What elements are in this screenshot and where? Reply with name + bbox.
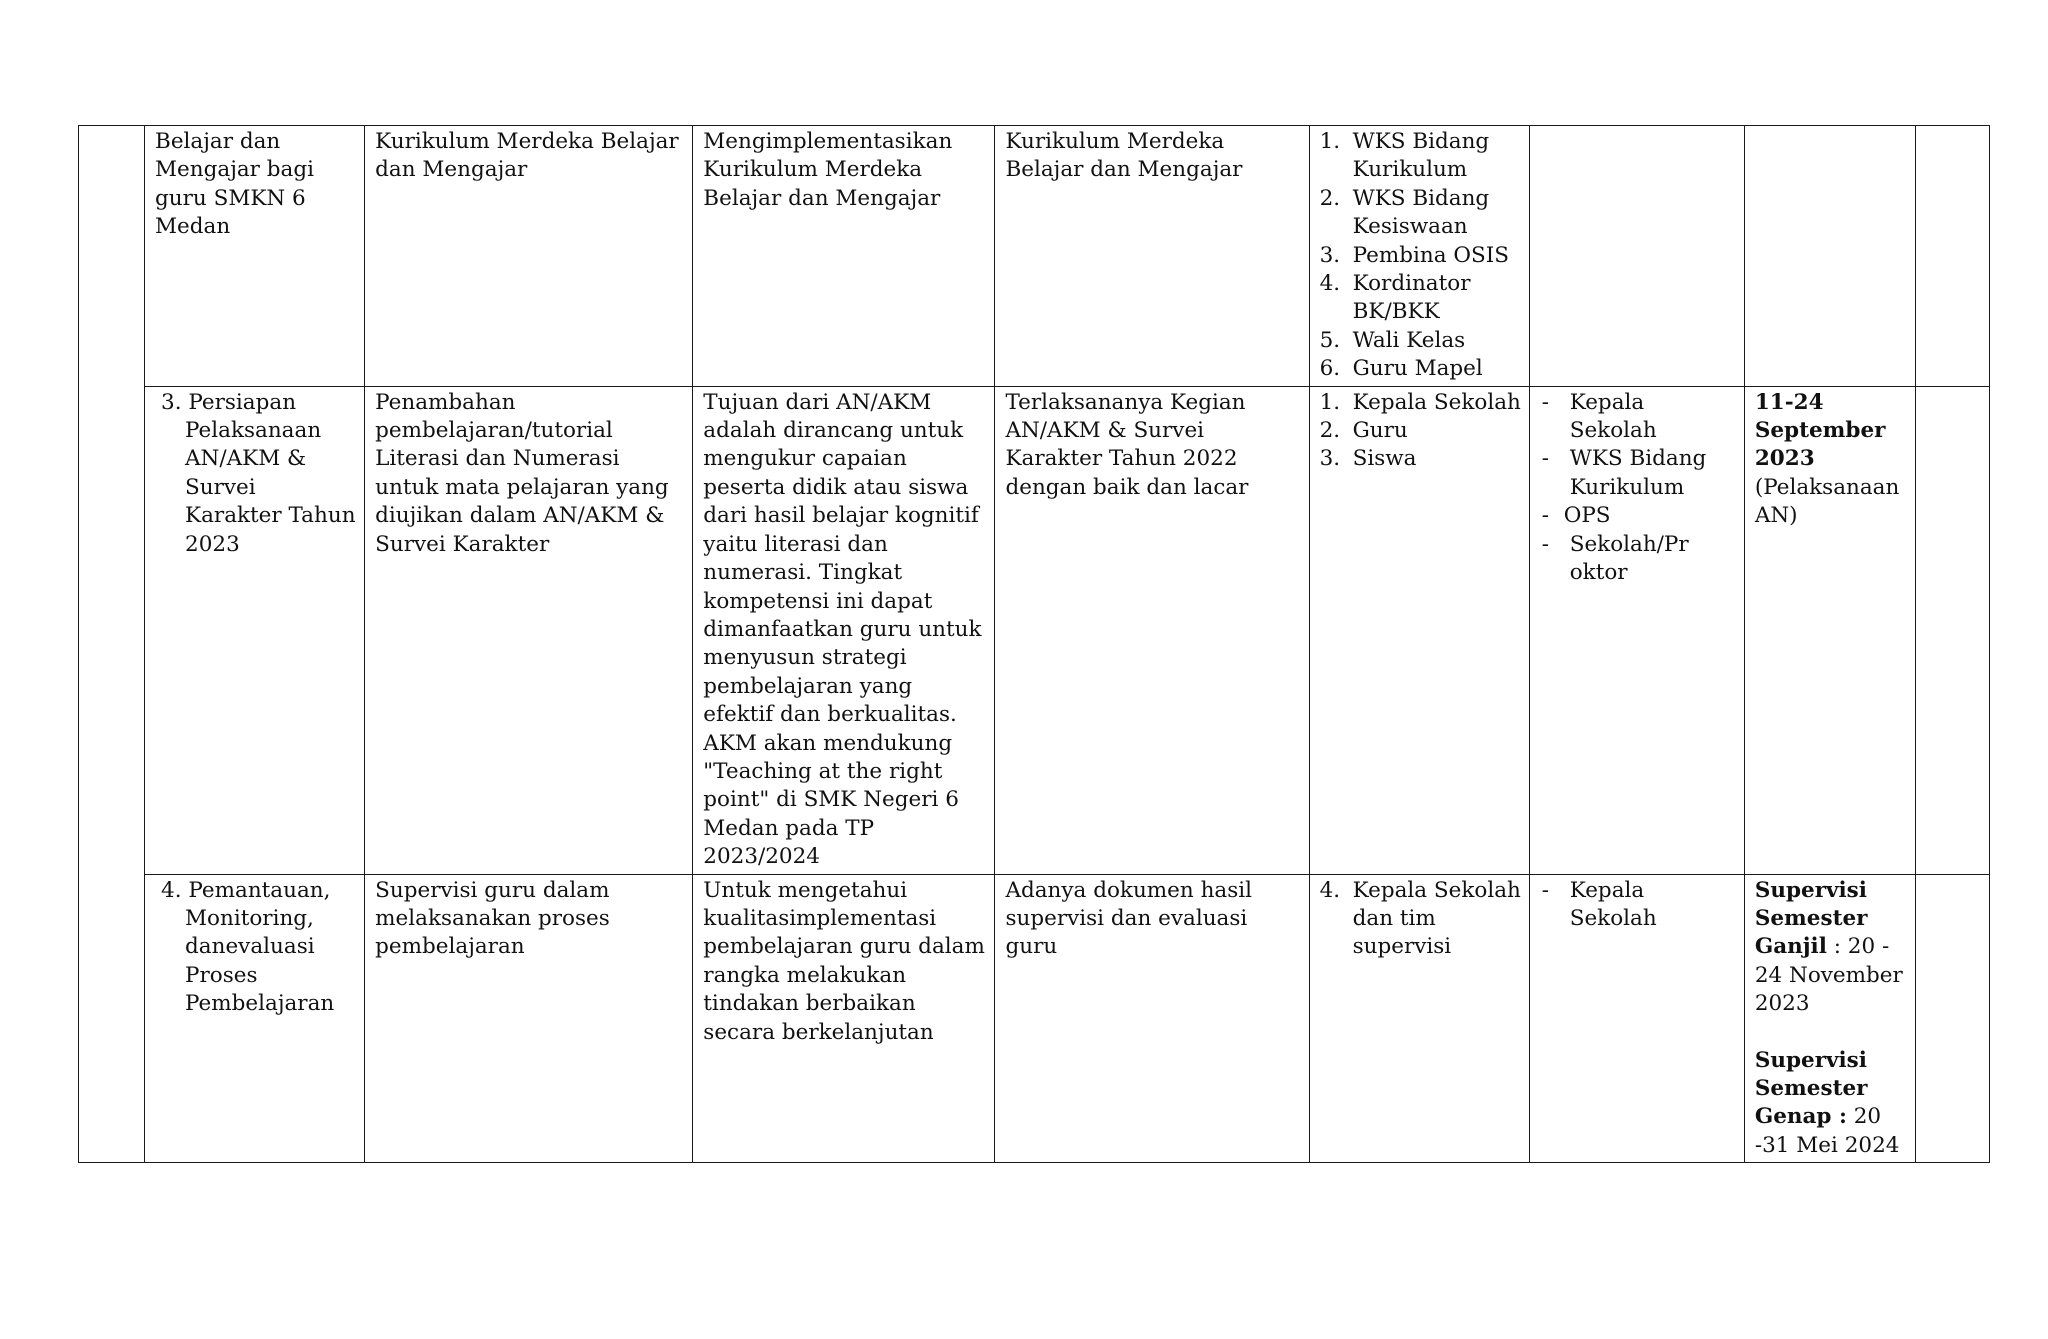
list-item: 1. WKS Bidang Kurikulum: [1319, 129, 1490, 183]
goal-cell: Untuk mengetahui kualitasimplementasi pembelajaran guru dalam rangka melakukan tindakan berbaikan secara berkelanjutan: [693, 874, 995, 1163]
activity-line: Mengajar bagi: [155, 157, 315, 183]
list-item: 3. Pembina OSIS: [1319, 242, 1509, 268]
schedule-ganjil: Supervisi Semester Ganjil : 20 - 24 November 2023: [1754, 877, 1903, 1017]
list-item: - Kepala Sekolah: [1541, 877, 1657, 931]
activity-line: Medan: [155, 214, 231, 240]
activity-number: 4.: [161, 877, 182, 903]
schedule-cell: [1744, 386, 1915, 874]
participants-cell: [1309, 386, 1529, 874]
number-cell: [79, 126, 145, 1163]
participants-list: [1320, 389, 1523, 474]
list-item: 1. Kepala Sekolah: [1319, 389, 1521, 415]
schedule-cell: [1744, 874, 1915, 1163]
list-item: 3. Siswa: [1319, 446, 1417, 472]
indicator-cell: Adanya dokumen hasil supervisi dan evaluasi guru: [995, 874, 1309, 1163]
program-cell: Penambahan pembelajaran/tutorial Literasi dan Numerasi untuk mata pelajaran yang diujikan dalam AN/AKM & Survei Karakter: [365, 386, 693, 874]
program-table: [78, 125, 1990, 1163]
activity-cell: [145, 126, 365, 387]
notes-cell: [1915, 874, 1989, 1163]
list-item: 4. Kepala Sekolah dan tim supervisi: [1319, 877, 1521, 960]
activity-number: 3.: [161, 389, 182, 415]
activity-cell: [145, 874, 365, 1163]
list-item: 5. Wali Kelas: [1319, 327, 1466, 353]
list-item: 4. Kordinator BK/BKK: [1319, 271, 1471, 325]
goal-cell: Mengimplementasikan Kurikulum Merdeka Belajar dan Mengajar: [693, 126, 995, 387]
list-item: - WKS Bidang Kurikulum: [1541, 446, 1707, 500]
activity-line: guru SMKN 6: [155, 185, 306, 211]
participants-list: [1320, 128, 1523, 384]
schedule-date: 11-24 September 2023: [1754, 389, 1886, 472]
responsible-cell: [1529, 386, 1744, 874]
list-item: - OPS: [1541, 503, 1611, 529]
responsible-list: [1540, 389, 1738, 588]
list-item: - Sekolah/Pr oktor: [1541, 531, 1689, 586]
activity-line: Belajar dan: [155, 129, 281, 154]
notes-cell: [1915, 386, 1989, 874]
participants-cell: [1309, 126, 1529, 387]
list-item: 2. WKS Bidang Kesiswaan: [1319, 185, 1490, 240]
schedule-genap: Supervisi Semester Genap : 20 -31 Mei 2024: [1754, 1047, 1900, 1158]
schedule-note: (Pelaksanaan AN): [1754, 474, 1900, 529]
list-item: 2. Guru: [1319, 418, 1408, 444]
responsible-cell: [1529, 126, 1744, 387]
program-cell: Supervisi guru dalam melaksanakan proses pembelajaran: [365, 874, 693, 1163]
participants-list: [1320, 877, 1523, 962]
activity-cell: [145, 386, 365, 874]
activity-text: Pemantauan, Monitoring, danevaluasi Proses Pembelajaran: [185, 877, 335, 1017]
table-row: [79, 874, 1990, 1163]
indicator-cell: Terlaksananya Kegian AN/AKM & Survei Karakter Tahun 2022 dengan baik dan lacar: [995, 386, 1309, 874]
participants-cell: [1309, 874, 1529, 1163]
indicator-cell: Kurikulum Merdeka Belajar dan Mengajar: [995, 126, 1309, 387]
schedule-cell: [1744, 126, 1915, 387]
goal-cell: Tujuan dari AN/AKM adalah dirancang untuk mengukur capaian peserta didik atau siswa dari hasil belajar kognitif yaitu literasi dan numerasi. Tingkat kompetensi ini dapat dimanfaatkan guru untuk menyusun strategi pembelajaran yang efektif dan berkualitas. AKM akan mendukung "Teaching at the right point" di SMK Negeri 6 Medan pada TP 2023/2024: [693, 386, 995, 874]
list-item: 6. Guru Mapel: [1319, 356, 1483, 382]
notes-cell: [1915, 126, 1989, 387]
table-row: [79, 386, 1990, 874]
list-item: - Kepala Sekolah: [1541, 389, 1657, 444]
program-cell: Kurikulum Merdeka Belajar dan Mengajar: [365, 126, 693, 387]
table-row: [79, 126, 1990, 387]
responsible-cell: [1529, 874, 1744, 1163]
responsible-list: [1540, 877, 1738, 934]
activity-text: Persiapan Pelaksanaan AN/AKM & Survei Karakter Tahun 2023: [185, 389, 356, 557]
